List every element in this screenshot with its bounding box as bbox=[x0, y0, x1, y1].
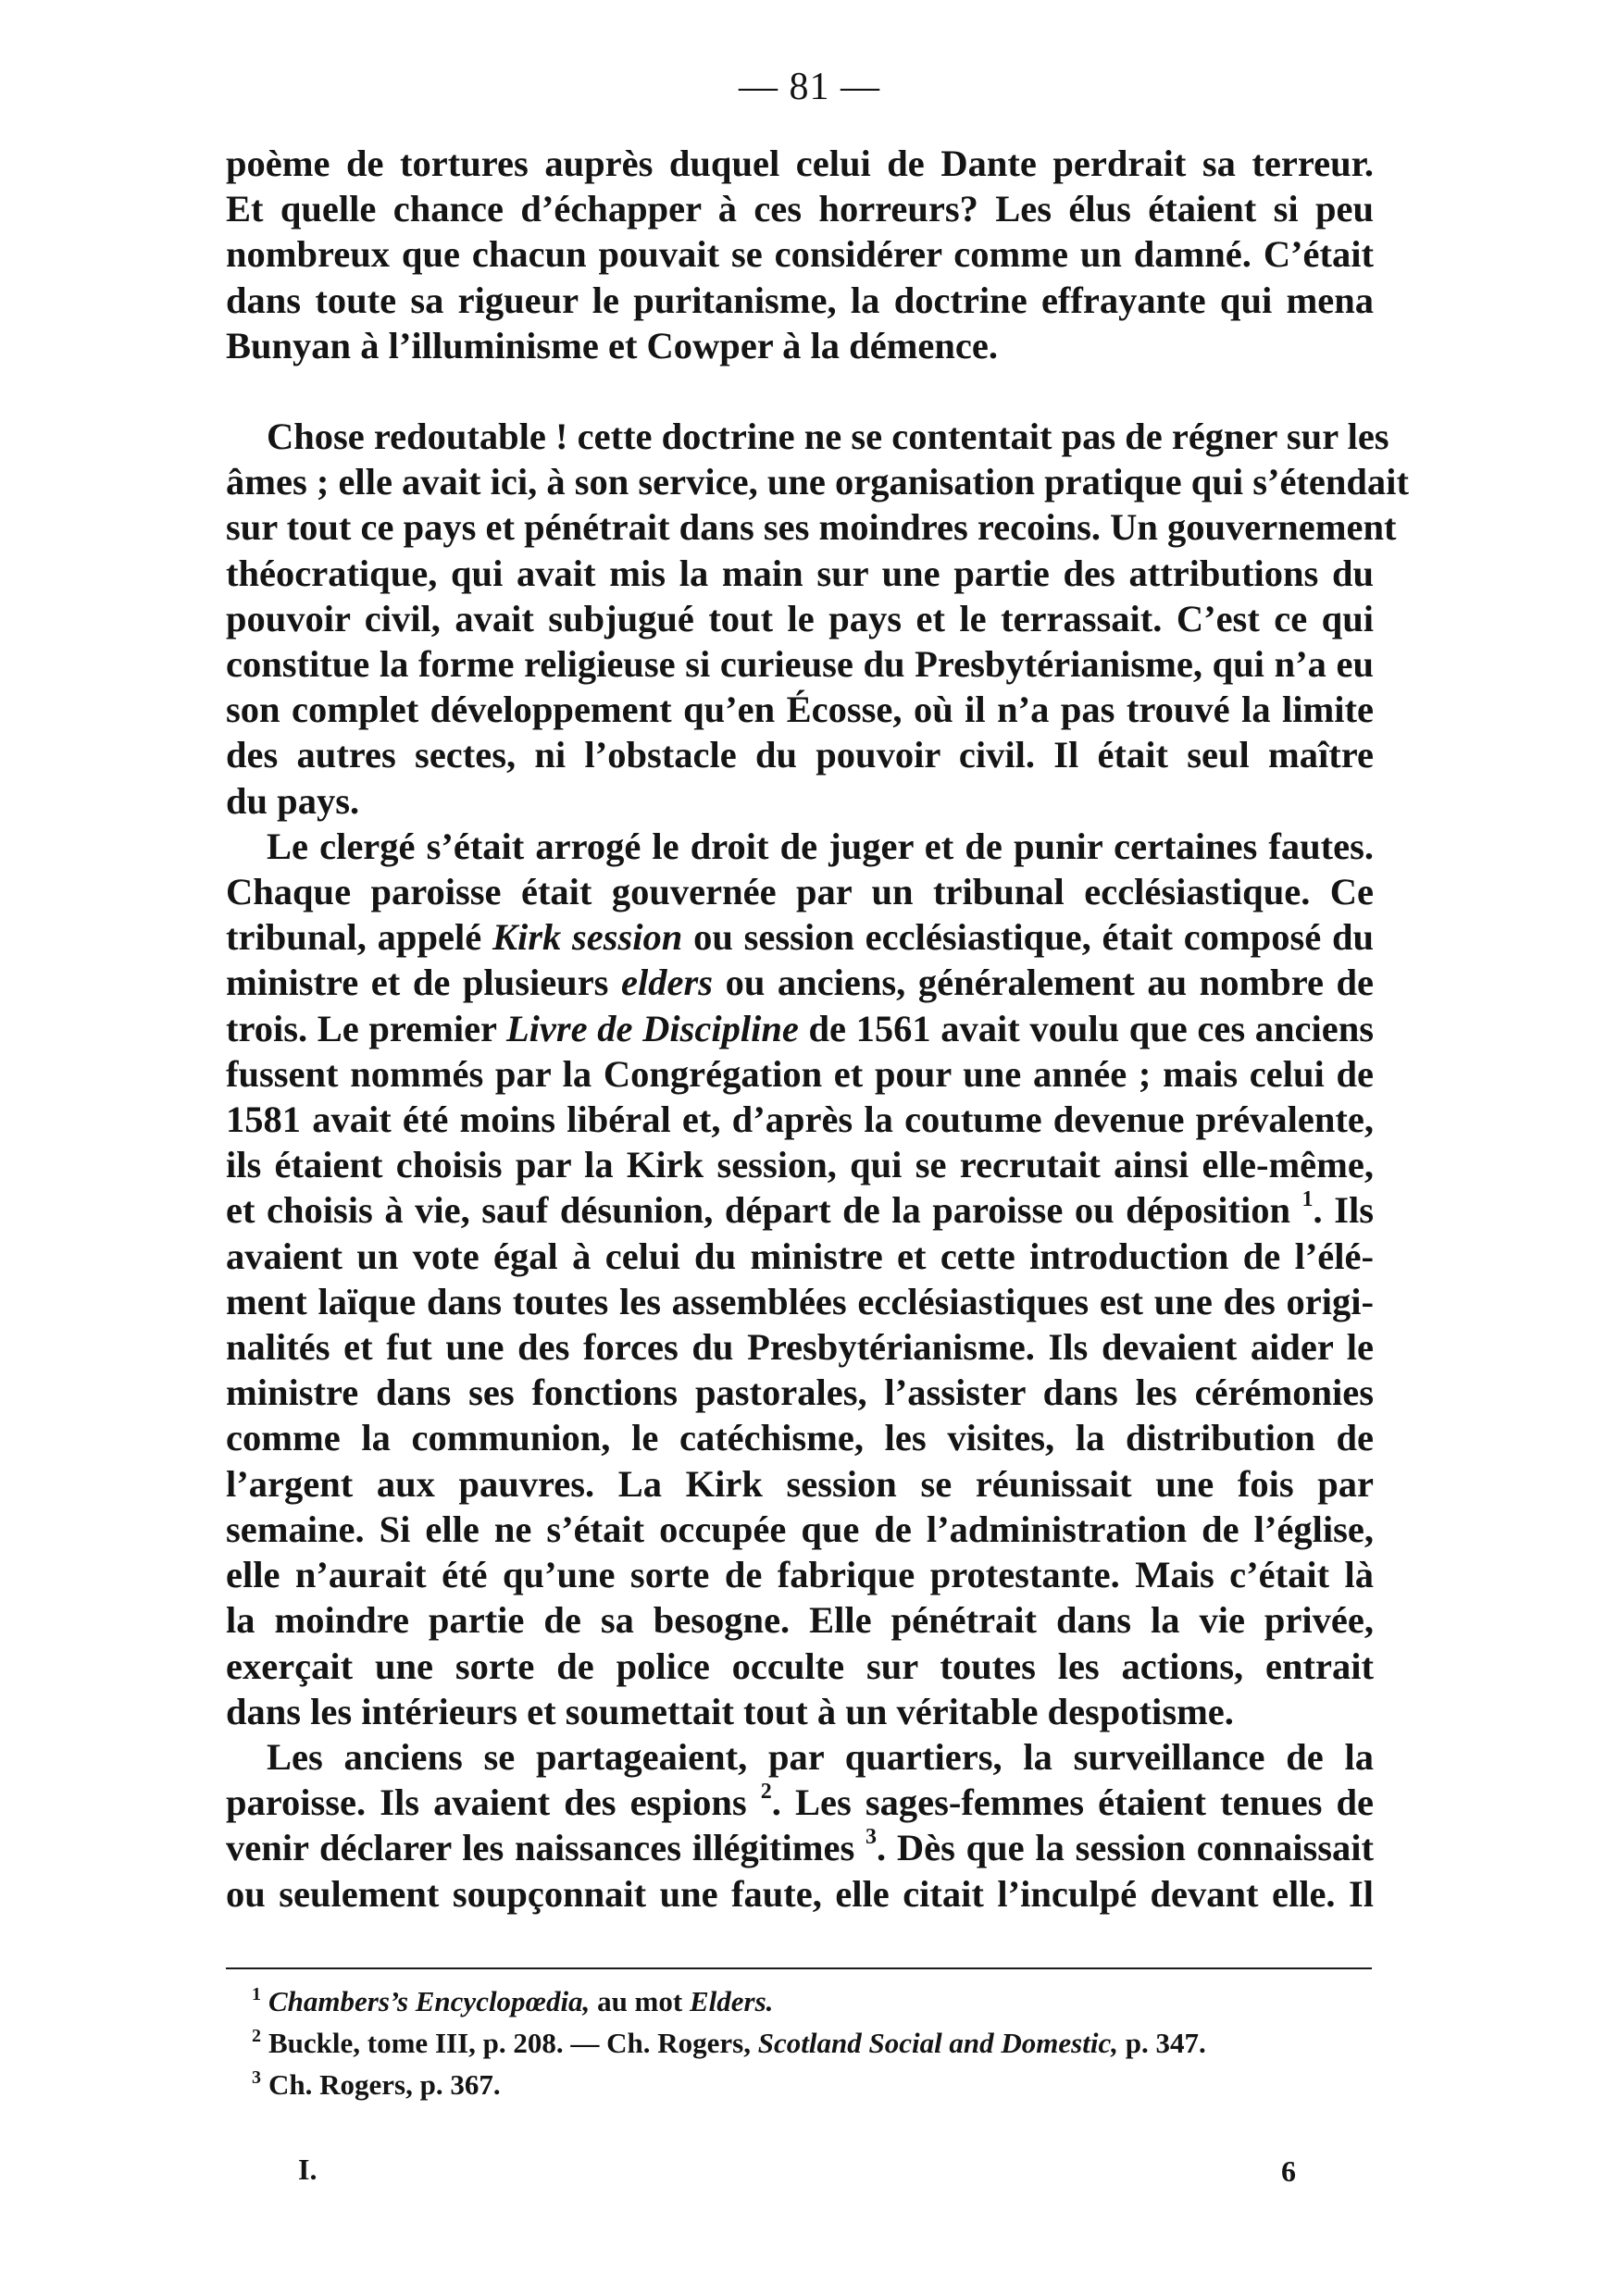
text-line bbox=[226, 914, 1374, 960]
text-line: comme la communion, le catéchisme, les visites, la distribution de bbox=[226, 1417, 1374, 1459]
text-line: semaine. Si elle ne s’était occupée que de l’administration de l’église, bbox=[226, 1508, 1374, 1550]
footnote-text: p. 347. bbox=[1117, 2027, 1206, 2059]
text-run: tribunal, appelé bbox=[226, 916, 492, 959]
text-run: . Les sages-femmes étaient tenues de bbox=[771, 1781, 1375, 1824]
text-line: ministre dans ses fonctions pastorales, l’assister dans les cérémonies bbox=[226, 1371, 1374, 1414]
text-line: l’argent aux pauvres. La Kirk session se réunissait une fois par bbox=[226, 1462, 1374, 1505]
text-line: son complet développement qu’en Écosse, où il n’a pas trouvé la limite bbox=[226, 689, 1374, 731]
footnote-ref[interactable]: 2 bbox=[760, 1780, 772, 1805]
text-line: avaient un vote égal à celui du ministre et cette introduction de l’élé- bbox=[226, 1235, 1374, 1277]
footnote-2 bbox=[252, 2022, 1363, 2064]
text-line bbox=[226, 1780, 1374, 1825]
text-line: elle n’aurait été qu’une sorte de fabrique protestante. Mais c’était là bbox=[226, 1554, 1374, 1596]
sheet-number: 6 bbox=[1281, 2154, 1296, 2188]
italic-term: Kirk session bbox=[492, 916, 683, 959]
text-line: nalités et fut une des forces du Presbytérianisme. Ils devaient aider le bbox=[226, 1326, 1374, 1369]
cited-work: Chambers’s Encyclopœdia, bbox=[268, 1985, 591, 2017]
italic-term: elders bbox=[621, 962, 713, 1004]
text-run: . Ils bbox=[1313, 1189, 1374, 1232]
text-line: 1581 avait été moins libéral et, d’après la coutume devenue prévalente, bbox=[226, 1098, 1374, 1141]
text-line: fussent nommés par la Congrégation et pour une année ; mais celui de bbox=[226, 1052, 1374, 1095]
text-line: dans les intérieurs et soumettait tout à un véritable despotisme. bbox=[226, 1690, 1234, 1732]
footnote-text: Ch. Rogers, p. 367. bbox=[268, 2068, 501, 2101]
text-run: trois. Le premier bbox=[226, 1007, 506, 1049]
text-line: Et quelle chance d’échapper à ces horreurs? Les élus étaient si peu bbox=[226, 188, 1374, 230]
text-line: poème de tortures auprès duquel celui de Dante perdrait sa terreur. bbox=[226, 143, 1374, 184]
footnote-text: Buckle, tome III, p. 208. — Ch. Rogers, bbox=[268, 2027, 758, 2059]
text-line: âmes ; elle avait ici, à son service, une organisation pratique qui s’étendait bbox=[226, 461, 1409, 503]
footnote-ref[interactable]: 3 bbox=[865, 1825, 877, 1850]
text-line bbox=[226, 1006, 1374, 1051]
footnote-mark: 2 bbox=[252, 2026, 261, 2046]
text-line bbox=[226, 960, 1374, 1005]
text-line: Le clergé s’était arrogé le droit de juger et de punir certaines fautes. bbox=[267, 825, 1374, 867]
text-run: venir déclarer les naissances illégitimes bbox=[226, 1827, 855, 1869]
footnote-3 bbox=[252, 2064, 1363, 2105]
text-line: sur tout ce pays et pénétrait dans ses moindres recoins. Un gouvernement bbox=[226, 506, 1397, 549]
page-number: — 81 — bbox=[739, 66, 880, 108]
text-line: nombreux que chacun pouvait se considérer comme un damné. C’était bbox=[226, 233, 1374, 276]
text-line: Chaque paroisse était gouvernée par un tribunal ecclésiastique. Ce bbox=[226, 871, 1374, 913]
text-line: ils étaient choisis par la Kirk session, qui se recrutait ainsi elle-même, bbox=[226, 1144, 1374, 1186]
paragraph-2 bbox=[226, 414, 1409, 824]
cited-work: Scotland Social and Domestic, bbox=[757, 2027, 1118, 2059]
text-line: dans toute sa rigueur le puritanisme, la doctrine effrayante qui mena bbox=[226, 279, 1374, 321]
paragraph-3 bbox=[226, 824, 1374, 1734]
text-line: des autres sectes, ni l’obstacle du pouvoir civil. Il était seul maître bbox=[226, 734, 1374, 776]
text-line: du pays. bbox=[226, 779, 360, 822]
paragraph-1 bbox=[226, 141, 1374, 368]
footnote-mark: 3 bbox=[252, 2067, 261, 2088]
text-line: Chose redoutable ! cette doctrine ne se contentait pas de régner sur les bbox=[267, 416, 1389, 458]
text-run: . Dès que la session connaissait bbox=[876, 1827, 1374, 1869]
footnotes bbox=[252, 1980, 1363, 2105]
italic-title: Livre de Discipline bbox=[505, 1007, 799, 1049]
signature-mark: I. bbox=[298, 2153, 318, 2186]
text-run: paroisse. Ils avaient des espions bbox=[226, 1781, 747, 1824]
footnote-mark: 1 bbox=[252, 1984, 261, 2004]
footnote-ref[interactable]: 1 bbox=[1301, 1187, 1314, 1212]
footnote-text: au mot bbox=[590, 1985, 690, 2017]
cited-entry: Elders. bbox=[689, 1985, 774, 2017]
text-line bbox=[226, 1187, 1374, 1233]
text-run: ou anciens, généralement au nombre de bbox=[713, 962, 1374, 1004]
text-line: ou seulement soupçonnait une faute, elle citait l’inculpé devant elle. Il bbox=[226, 1872, 1374, 1915]
footnote-divider bbox=[226, 1967, 1372, 1969]
text-run: de 1561 avait voulu que ces anciens bbox=[798, 1007, 1374, 1049]
text-run: ministre et de plusieurs bbox=[226, 962, 622, 1004]
text-line: théocratique, qui avait mis la main sur une partie des attributions du bbox=[226, 552, 1374, 594]
text-line: exerçait une sorte de police occulte sur toutes les actions, entrait bbox=[226, 1644, 1374, 1687]
paragraph-gap bbox=[226, 368, 1374, 414]
footnote-1 bbox=[252, 1980, 1363, 2022]
main-text bbox=[226, 141, 1409, 1917]
text-line: la moindre partie de sa besogne. Elle pénétrait dans la vie privée, bbox=[226, 1599, 1374, 1642]
text-line: ment laïque dans toutes les assemblées ecclésiastiques est une des origi- bbox=[226, 1280, 1374, 1322]
text-run: ou session ecclésiastique, était composé du bbox=[682, 916, 1375, 959]
text-line: Bunyan à l’illuminisme et Cowper à la démence. bbox=[226, 324, 998, 366]
text-line bbox=[226, 1825, 1374, 1870]
text-run: et choisis à vie, sauf désunion, départ de la paroisse ou déposition bbox=[226, 1189, 1290, 1232]
text-line: constitue la forme religieuse si curieuse du Presbytérianisme, qui n’a eu bbox=[226, 643, 1374, 686]
text-line: Les anciens se partageaient, par quartiers, la surveillance de la bbox=[267, 1735, 1374, 1778]
text-line: pouvoir civil, avait subjugué tout le pays et le terrassait. C’est ce qui bbox=[226, 597, 1374, 639]
paragraph-4 bbox=[226, 1734, 1374, 1917]
